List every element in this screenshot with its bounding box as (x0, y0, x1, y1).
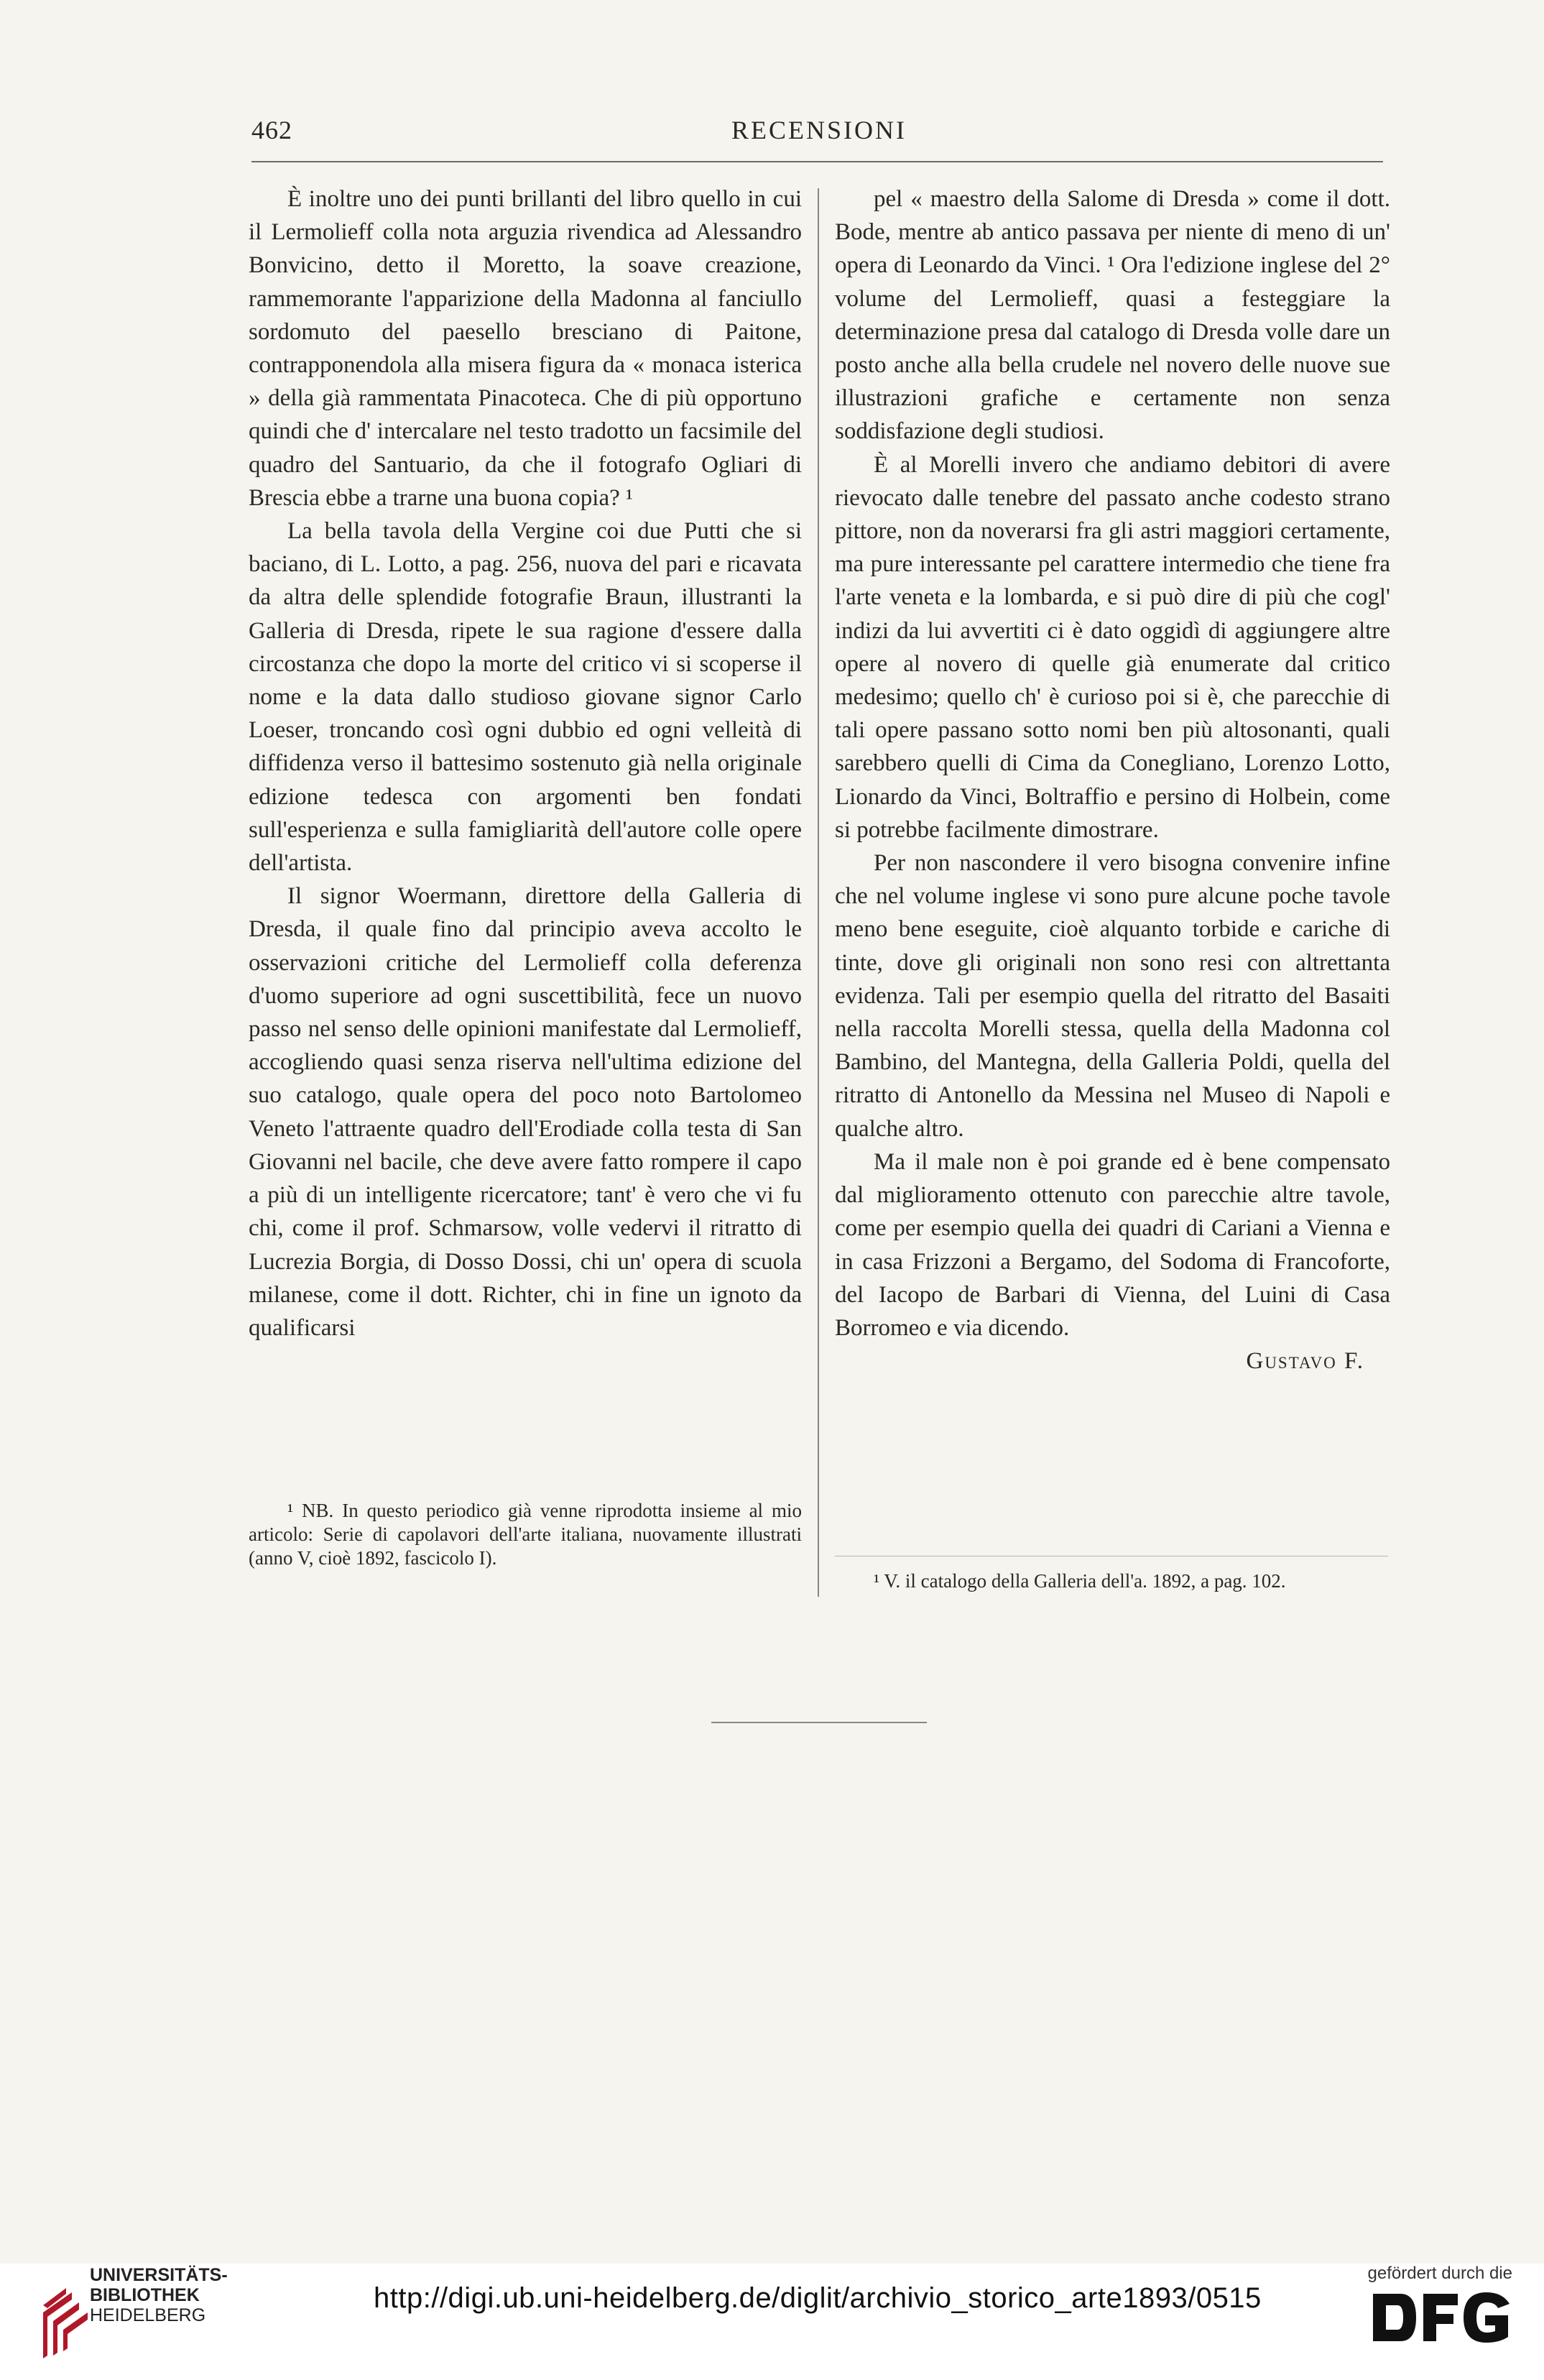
left-paragraph-2: La bella tavola della Vergine coi due Putti che si baciano, di L. Lotto, a pag. 256, nuova del pari e ricavata da altra delle splendide fotografie Braun, illustranti la Galleria di Dresda, ripete le sua ragione d'essere dalla circostanza che dopo la morte del critico vi si scoperse il nome e la data dallo studioso giovane signor Carlo Loeser, troncando così ogni dubbio ed ogni velleità di diffidenza verso il battesimo sostenuto già nella originale edizione tedesca con argomenti ben fondati sull'esperienza e sulla famigliarità dell'autore colle opere dell'artista. (249, 518, 802, 877)
digitization-footer (0, 2264, 1544, 2380)
dfg-logo-icon (1369, 2288, 1512, 2347)
page-header (251, 115, 1387, 158)
running-title: RECENSIONI (731, 116, 907, 144)
column-divider (818, 188, 819, 1597)
right-footnote (835, 1569, 1390, 1593)
header-rule (251, 161, 1383, 162)
library-logo-icon (37, 2284, 93, 2363)
left-paragraph-1: È inoltre uno dei punti brillanti del libro quello in cui il Lermolieff colla nota arguzia rivendica ad Alessandro Bonvicino, detto il Moretto, la soave creazione, rammemorante l'apparizione della Madonna al fanciullo sordomuto del paesello bresciano di Paitone, contrapponendola alla misera figura da « monaca isterica » della già rammentata Pinacoteca. Che di più opportuno quindi che d' intercalare nel testo tradotto un facsimile del quadro del Santuario, da che il fotografo Ogliari di Brescia ebbe a trarne una buona copia? ¹ (249, 186, 802, 511)
library-name-line-1: UNIVERSITÄTS- (90, 2265, 228, 2285)
page-number: 462 (251, 116, 292, 144)
library-name (90, 2265, 228, 2325)
left-footnote (249, 1499, 802, 1570)
library-name-line-2: BIBLIOTHEK (90, 2285, 200, 2305)
source-url-link[interactable]: http://digi.ub.uni-heidelberg.de/diglit/archivio_storico_arte1893/0515 (374, 2282, 1262, 2314)
funding-credit (1368, 2264, 1512, 2351)
funding-label: gefördert durch die (1367, 2264, 1512, 2283)
left-column (249, 183, 802, 1344)
library-name-line-3: HEIDELBERG (90, 2305, 206, 2325)
end-rule (711, 1722, 927, 1723)
right-paragraph-2: È al Morelli invero che andiamo debitori di avere rievocato dalle tenebre del passato anche codesto strano pittore, non da noverarsi fra gli astri maggiori certamente, ma pure interessante pel carattere intermedio che tiene fra l'arte veneta e la lombarda, e si può dire di più che cogl' indizi da lui avvertiti ci è dato oggidì di aggiungere altre opere al novero di quelle già enumerate dal critico medesimo; quello ch' è curioso poi si è, che parecchie di tali opere passano sotto nomi ben più altosonanti, quali sarebbero quelli di Cima da Conegliano, Lorenzo Lotto, Lionardo da Vinci, Boltraffio e persino di Holbein, come si potrebbe facilmente dimostrare. (835, 451, 1390, 843)
right-column (835, 183, 1390, 1378)
left-paragraph-3: Il signor Woermann, direttore della Galleria di Dresda, il quale fino dal principio aveva accolto le osservazioni critiche del Lermolieff colla deferenza d'uomo superiore ad ogni suscettibilità, fece un nuovo passo nel senso delle opinioni manifestate dal Lermolieff, accogliendo quasi senza riserva nell'ultima edizione del suo catalogo, quale opera del poco noto Bartolomeo Veneto l'attraente quadro dell'Erodiade colla testa di San Giovanni nel bacile, che deve avere fatto rompere il capo a più di un intelligente ricercatore; tant' è vero che vi fu chi, come il prof. Schmarsow, volle vedervi il ritratto di Lucrezia Borgia, di Dosso Dossi, chi un' opera di scuola milanese, come il dott. Richter, chi in fine un ignoto da qualificarsi (249, 883, 802, 1341)
right-footnote-text: ¹ V. il catalogo della Galleria dell'a. 1892, a pag. 102. (874, 1570, 1286, 1592)
left-footnote-text: ¹ NB. In questo periodico già venne riprodotta insieme al mio articolo: Serie di capolavori dell'arte italiana, nuovamente illustrati (anno V, cioè 1892, fascicolo I). (249, 1500, 802, 1569)
author-signature: Gustavo F. (1246, 1348, 1364, 1375)
right-paragraph-3: Per non nascondere il vero bisogna convenire infine che nel volume inglese vi sono pure alcune poche tavole meno bene eseguite, cioè alquanto torbide e cariche di tinte, dove gli originali non sono resi con altrettanta evidenza. Tali per esempio quella del ritratto del Basaiti nella raccolta Morelli stessa, quella della Madonna col Bambino, del Mantegna, della Galleria Poldi, quella del ritratto di Antonello da Messina nel Museo di Napoli e qualche altro. (835, 850, 1390, 1142)
right-paragraph-4: Ma il male non è poi grande ed è bene compensato dal miglioramento ottenuto con parecchie altre tavole, come per esempio quella dei quadri di Cariani a Vienna e in casa Frizzoni a Bergamo, del Sodoma di Francoforte, del Iacopo de Barbari di Vienna, del Luini di Casa Borromeo e via dicendo. (835, 1148, 1390, 1341)
right-paragraph-1: pel « maestro della Salome di Dresda » come il dott. Bode, mentre ab antico passava per niente di meno di un' opera di Leonardo da Vinci. ¹ Ora l'edizione inglese del 2° volume del Lermolieff, quasi a festeggiare la determinazione presa dal catalogo di Dresda volle dare un posto anche alla bella crudele nel novero delle nuove sue illustrazioni grafiche e certamente non senza soddisfazione degli studiosi. (835, 186, 1390, 445)
